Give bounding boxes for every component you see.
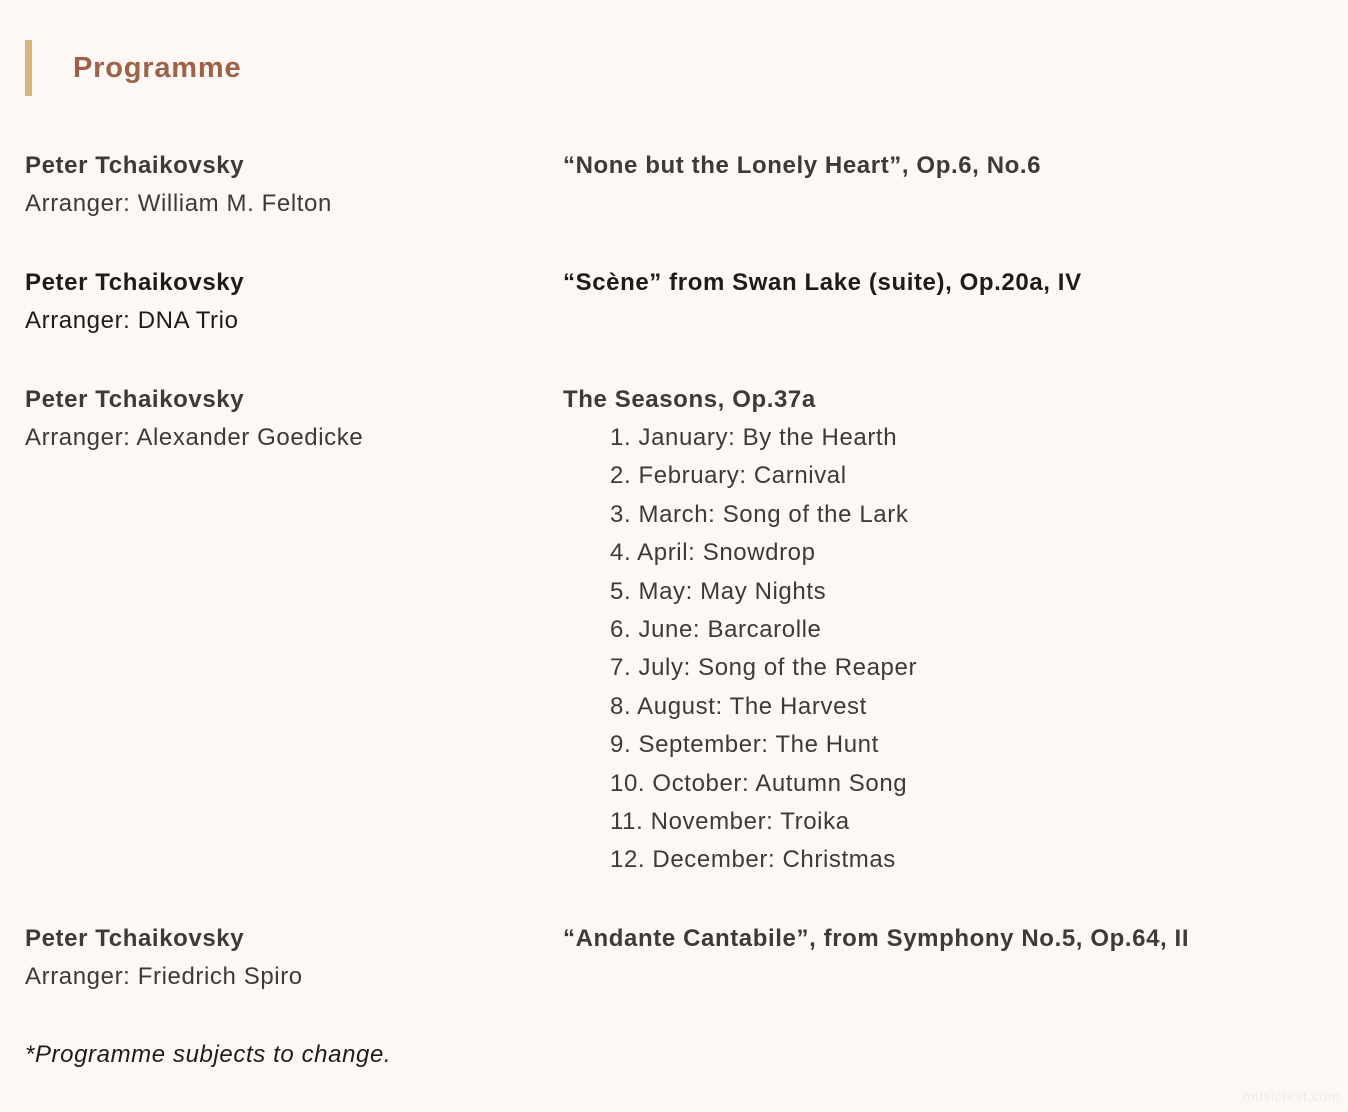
page-title: Programme [73, 51, 242, 84]
movement-item: 8. August: The Harvest [610, 692, 867, 720]
heading-accent-bar [25, 40, 32, 96]
movement-item: 12. December: Christmas [610, 846, 896, 874]
movement-item: 2. February: Carnival [610, 462, 847, 490]
movement-list [610, 424, 917, 885]
movement-item: 6. June: Barcarolle [610, 615, 822, 643]
arranger-name: Arranger: Alexander Goedicke [25, 424, 364, 451]
work-title: “Scène” from Swan Lake (suite), Op.20a, IV [563, 269, 1082, 296]
movement-item: 3. March: Song of the Lark [610, 500, 909, 528]
movement-item: 10. October: Autumn Song [610, 769, 908, 797]
composer-name: Peter Tchaikovsky [25, 386, 245, 413]
movement-item: 7. July: Song of the Reaper [610, 654, 918, 682]
work-title: “None but the Lonely Heart”, Op.6, No.6 [563, 152, 1042, 179]
movement-item: 9. September: The Hunt [610, 731, 879, 759]
programme-note: *Programme subjects to change. [25, 1041, 392, 1068]
movement-item: 4. April: Snowdrop [610, 539, 816, 567]
watermark: musicfest.com [1242, 1088, 1340, 1104]
composer-name: Peter Tchaikovsky [25, 925, 245, 952]
composer-name: Peter Tchaikovsky [25, 152, 245, 179]
work-title: “Andante Cantabile”, from Symphony No.5, Op.64, II [563, 925, 1190, 952]
programme-heading [25, 40, 241, 96]
work-title: The Seasons, Op.37a [563, 386, 816, 413]
arranger-name: Arranger: William M. Felton [25, 190, 332, 217]
arranger-name: Arranger: DNA Trio [25, 307, 239, 334]
movement-item: 11. November: Troika [610, 807, 850, 835]
movement-item: 1. January: By the Hearth [610, 424, 898, 451]
arranger-name: Arranger: Friedrich Spiro [25, 963, 303, 990]
movement-item: 5. May: May Nights [610, 577, 827, 605]
composer-name: Peter Tchaikovsky [25, 269, 245, 296]
